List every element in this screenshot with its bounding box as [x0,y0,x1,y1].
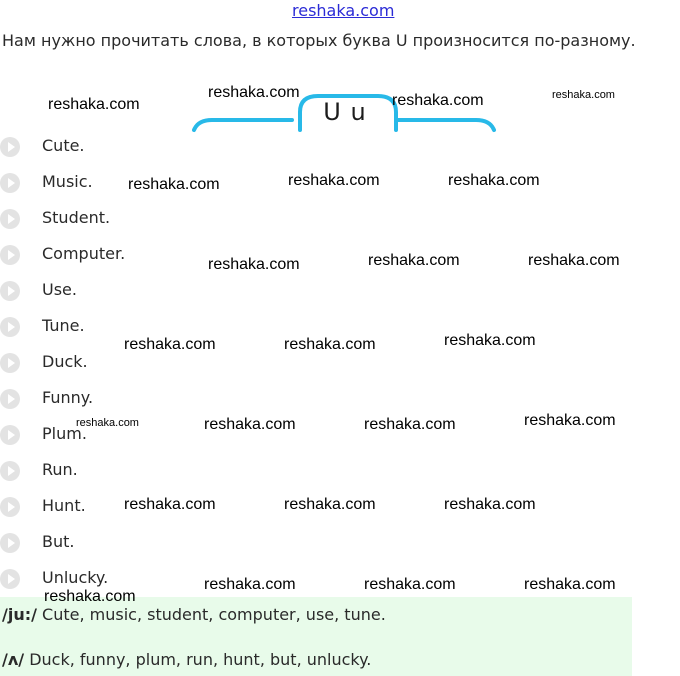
watermark: reshaka.com [524,412,616,429]
list-item [0,204,200,240]
watermark: reshaka.com [128,176,220,193]
play-audio-icon[interactable] [0,281,20,301]
watermark: reshaka.com [528,252,620,269]
watermark: reshaka.com [208,84,300,101]
word-text: Plum. [42,424,87,443]
word-text: Funny. [42,388,94,407]
watermark: reshaka.com [124,496,216,513]
play-audio-icon[interactable] [0,317,20,337]
word-text: Unlucky. [42,568,109,587]
watermark: reshaka.com [444,332,536,349]
play-audio-icon[interactable] [0,209,20,229]
play-audio-icon[interactable] [0,137,20,157]
watermark: reshaka.com [288,172,380,189]
word-text: Music. [42,172,93,191]
sound-symbol: /ju:/ [2,605,37,624]
sound-symbol: /ʌ/ [2,650,25,669]
watermark: reshaka.com [524,576,616,593]
watermark: reshaka.com [204,576,296,593]
watermark: reshaka.com [124,336,216,353]
play-audio-icon[interactable] [0,353,20,373]
watermark: reshaka.com [448,172,540,189]
letter-title: U u [323,98,367,126]
watermark: reshaka.com [364,576,456,593]
play-audio-icon[interactable] [0,245,20,265]
answer-line-ju [2,605,386,624]
play-audio-icon[interactable] [0,425,20,445]
play-audio-icon[interactable] [0,389,20,409]
word-text: Computer. [42,244,126,263]
word-text: Use. [42,280,77,299]
list-item [0,132,200,168]
list-item [0,240,200,276]
watermark: reshaka.com [284,336,376,353]
word-text: Run. [42,460,78,479]
play-audio-icon[interactable] [0,173,20,193]
watermark: reshaka.com [284,496,376,513]
watermark: reshaka.com [76,417,139,429]
watermark: reshaka.com [392,92,484,109]
answer-words: Cute, music, student, computer, use, tune. [36,605,386,624]
word-text: But. [42,532,75,551]
play-audio-icon[interactable] [0,497,20,517]
list-item [0,276,200,312]
word-text: Student. [42,208,111,227]
word-text: Tune. [42,316,85,335]
watermark: reshaka.com [368,252,460,269]
answer-box [0,597,632,676]
watermark: reshaka.com [364,416,456,433]
watermark: reshaka.com [444,496,536,513]
watermark: reshaka.com [48,96,140,113]
list-item [0,456,200,492]
play-audio-icon[interactable] [0,569,20,589]
watermark: reshaka.com [552,89,615,101]
instruction-text: Нам нужно прочитать слова, в которых буква U произносится по-разному. [2,31,636,50]
word-text: Cute. [42,136,85,155]
list-item [0,384,200,420]
play-audio-icon[interactable] [0,461,20,481]
watermark: reshaka.com [44,588,136,605]
answer-words: Duck, funny, plum, run, hunt, but, unlucky. [24,650,372,669]
play-audio-icon[interactable] [0,533,20,553]
list-item [0,528,200,564]
answer-line-schwa [2,650,371,669]
watermark: reshaka.com [204,416,296,433]
watermark: reshaka.com [208,256,300,273]
word-text: Duck. [42,352,88,371]
word-text: Hunt. [42,496,86,515]
site-link[interactable]: reshaka.com [292,1,395,20]
